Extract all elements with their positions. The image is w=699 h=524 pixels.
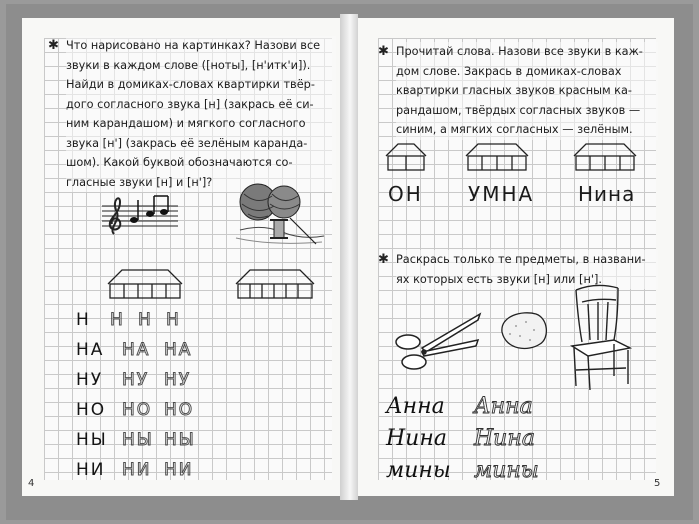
cursive-word-sample: Нина: [386, 426, 447, 451]
task-line: рандашом, твёрдых согласных звуков —: [396, 103, 641, 117]
task-line: синим, а мягких согласных — зелёным.: [396, 123, 633, 136]
task-line: Прочитай слова. Назови все звуки в каж-: [396, 45, 643, 58]
task-line: шом). Какой буквой обозначаются со-: [66, 156, 293, 169]
task-line: Что нарисовано на картинках? Назови все: [66, 39, 321, 52]
yarn-balls-picture: [232, 176, 328, 254]
word-house-umna: [464, 140, 530, 172]
syllable-trace: Н: [138, 310, 153, 330]
syllable-sample: Н: [76, 310, 91, 330]
syllable-trace: НА: [122, 340, 151, 360]
syllable-trace: НЫ: [122, 430, 154, 450]
word-house-nina: [572, 140, 638, 172]
task-text-left: [66, 36, 336, 192]
cursive-word-sample: мины: [386, 458, 451, 483]
syllable-sample: НА: [76, 340, 105, 360]
task-line: дого согласного звука [н] (закрась её си-: [66, 97, 314, 111]
word-on: ОН: [388, 182, 423, 206]
scissors-picture: [392, 310, 482, 374]
syllable-trace: Н: [166, 310, 181, 330]
syllable-sample: НЫ: [76, 430, 108, 450]
word-nina: Нина: [578, 182, 636, 206]
chair-picture: [568, 280, 634, 392]
asterisk-icon: ✱: [378, 44, 389, 59]
syllable-trace: НИ: [122, 460, 152, 480]
task-line: звука [н'] (закрась её зелёным каранда-: [66, 136, 308, 150]
task-line: гласные звуки [н] и [н']?: [66, 175, 213, 189]
task-line: ях которых есть звуки [н] или [н'].: [396, 272, 602, 286]
page-left: [22, 18, 340, 496]
task-line: квартирки гласных звуков красным ка-: [396, 84, 632, 97]
syllable-sample: НИ: [76, 460, 106, 480]
lemon-picture: [496, 308, 552, 352]
book-spine: [340, 14, 358, 500]
word-umna: УМНА: [468, 182, 535, 206]
syllable-sample: НО: [76, 400, 107, 420]
page-right: [358, 18, 674, 496]
task-line: Найди в домиках-словах квартирки твёр-: [66, 78, 315, 91]
syllable-trace: НУ: [122, 370, 150, 390]
syllable-trace: НИ: [164, 460, 194, 480]
cursive-word-sample: Анна: [386, 394, 445, 419]
asterisk-icon: ✱: [48, 38, 59, 53]
page-number: 5: [654, 478, 661, 489]
syllable-trace: НЫ: [164, 430, 196, 450]
word-house-notes: [106, 266, 184, 300]
page-number: 4: [28, 478, 35, 489]
syllable-trace: НА: [164, 340, 193, 360]
syllable-trace: НУ: [164, 370, 192, 390]
syllable-trace: Н: [110, 310, 125, 330]
word-house-on: [384, 140, 428, 172]
music-notes-picture: [98, 190, 182, 236]
task-text-right-1: [396, 42, 658, 140]
syllable-trace: НО: [164, 400, 195, 420]
word-house-threads: [234, 266, 316, 300]
task-line: звуки в каждом слове ([ноты], [н'итк'и]).: [66, 58, 311, 72]
cursive-word-trace: Анна: [474, 394, 533, 419]
asterisk-icon: ✱: [378, 252, 389, 267]
open-workbook: [6, 4, 693, 520]
cursive-word-trace: Нина: [474, 426, 535, 451]
syllable-sample: НУ: [76, 370, 104, 390]
syllable-trace: НО: [122, 400, 153, 420]
task-line: дом слове. Закрась в домиках-словах: [396, 64, 622, 78]
cursive-word-trace: мины: [474, 458, 539, 483]
task-line: ним карандашом) и мягкого согласного: [66, 117, 306, 130]
task-line: Раскрась только те предметы, в названи-: [396, 253, 646, 266]
